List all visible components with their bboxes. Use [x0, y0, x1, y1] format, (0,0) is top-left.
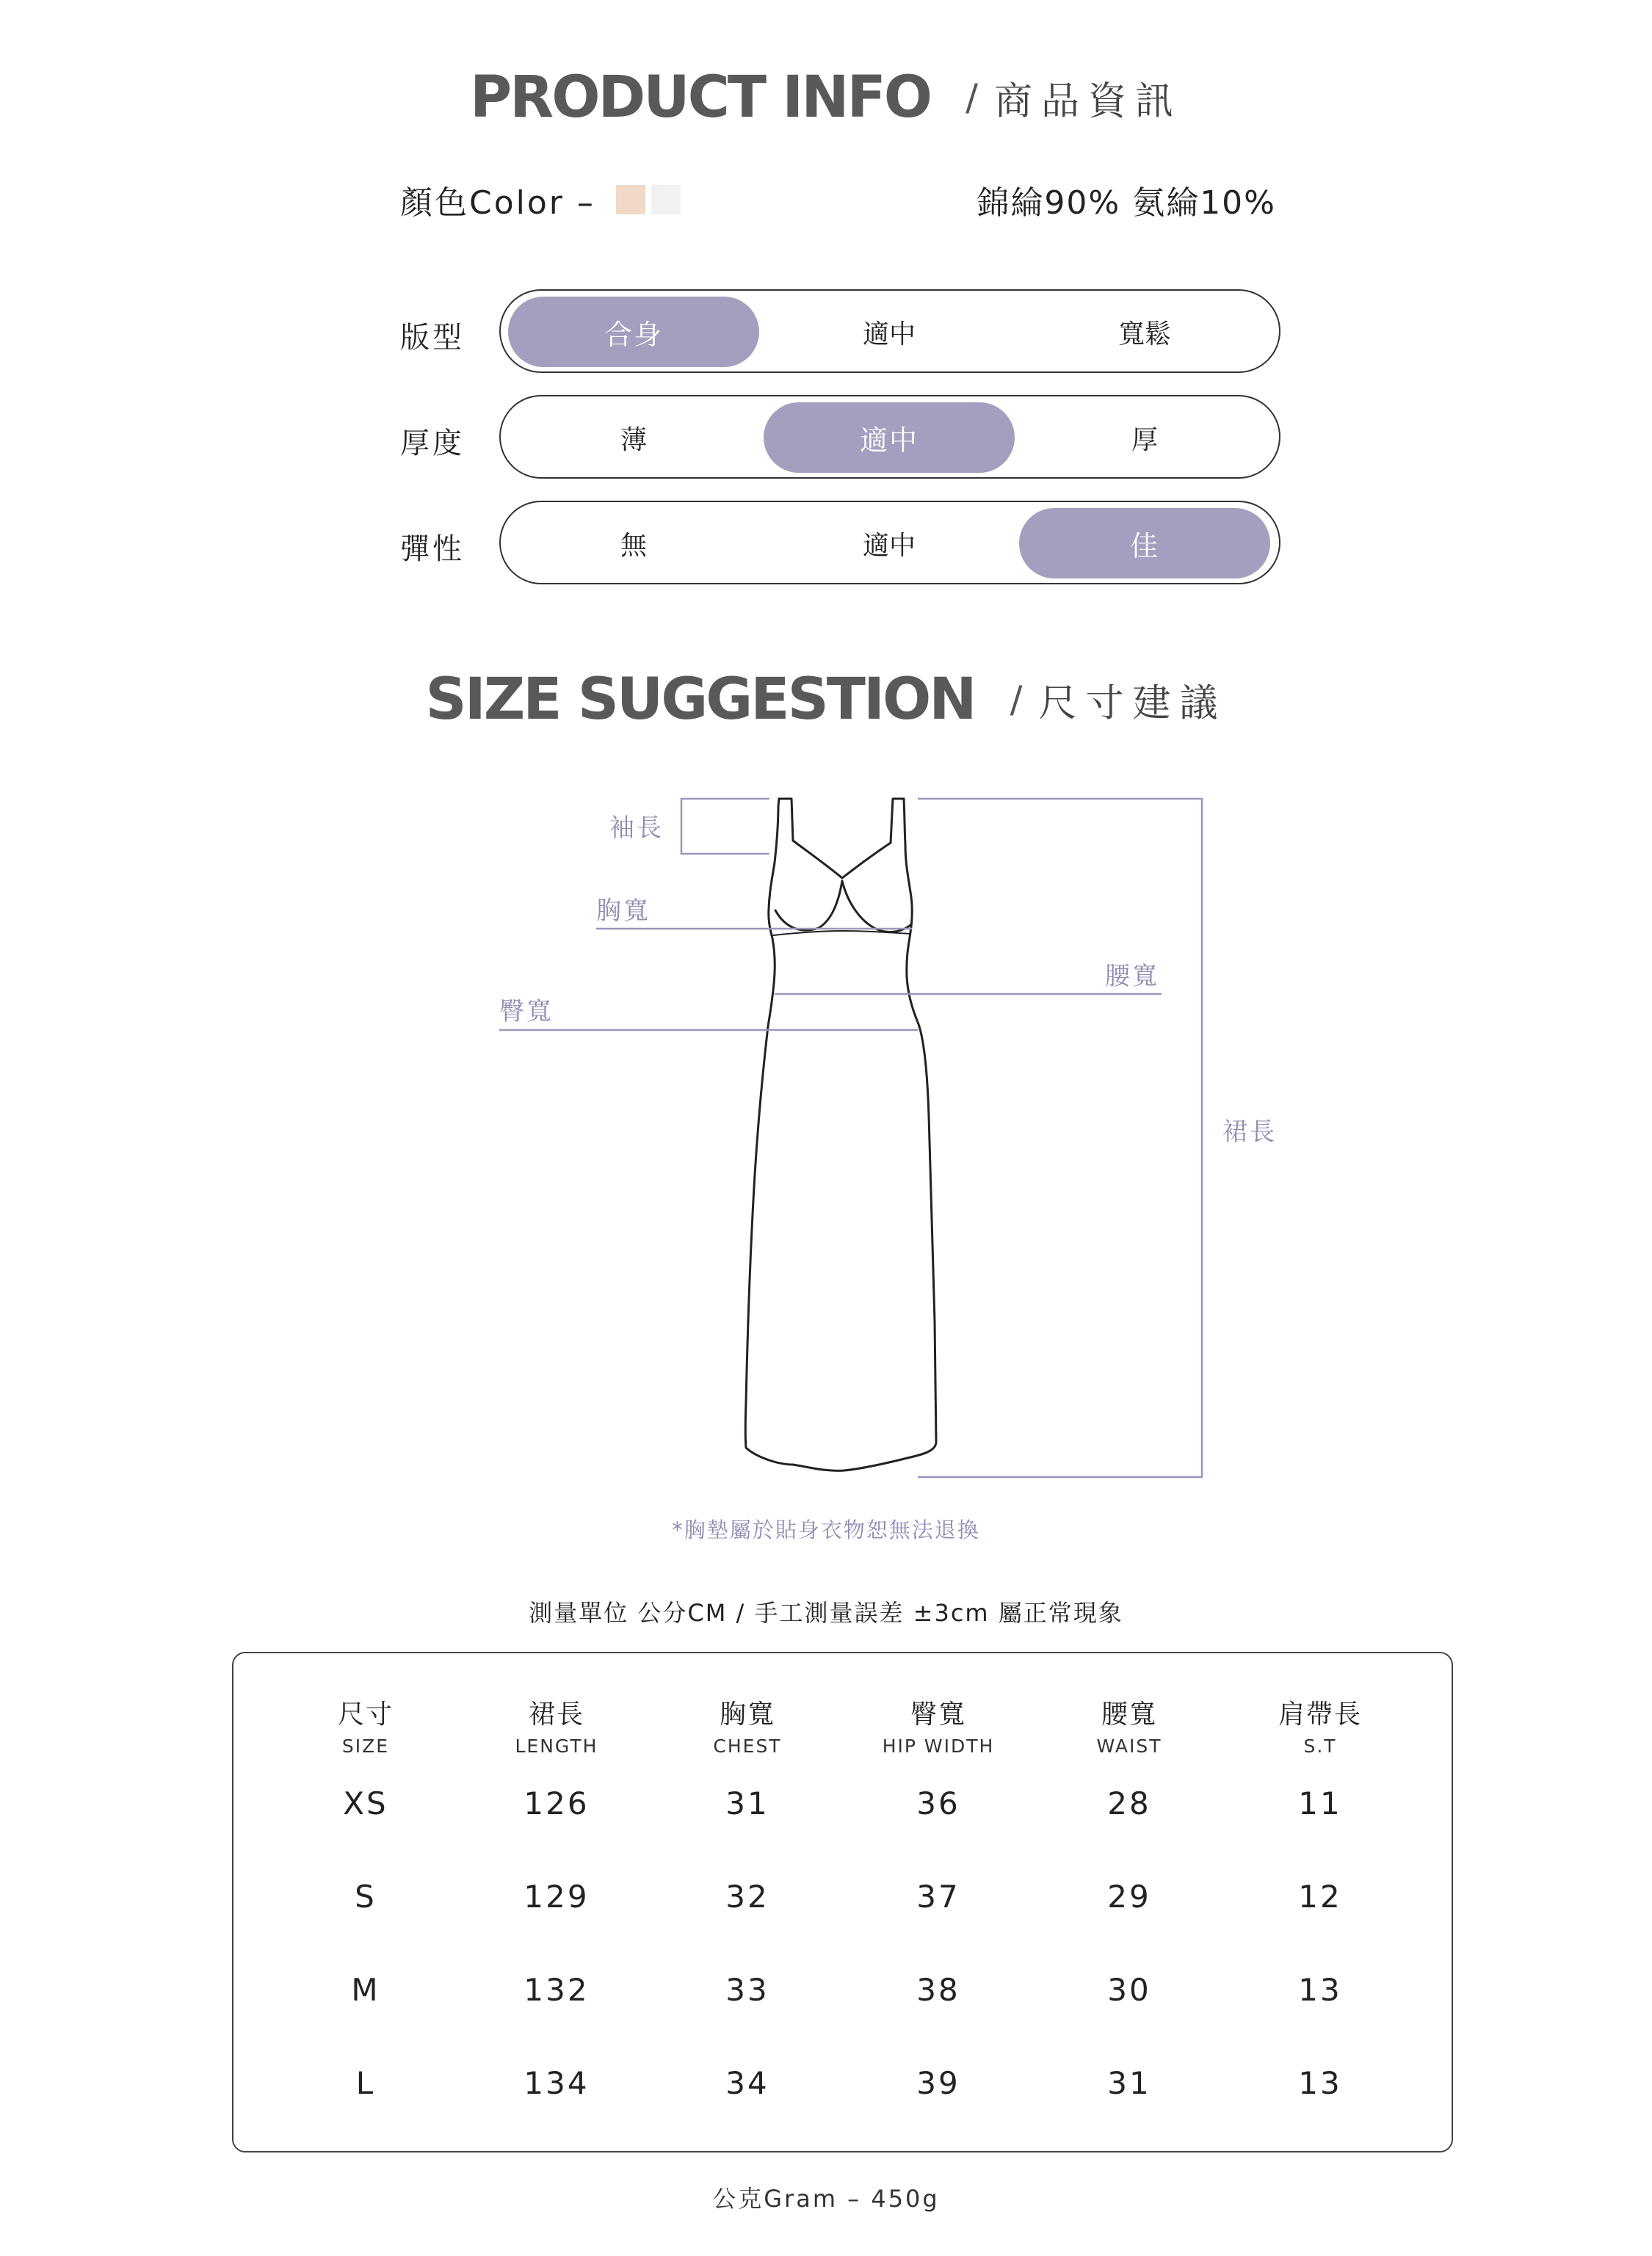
table-cell: 126: [524, 1785, 590, 1821]
table-header: [843, 1694, 1034, 1757]
header-en: SIZE: [341, 1735, 390, 1757]
sleeve-measure-line: [681, 799, 769, 854]
dress-outline: [745, 799, 936, 1470]
table-header: [1034, 1694, 1225, 1757]
sleeve-label: 袖長: [609, 813, 664, 843]
attr-label-thickness: 厚度: [400, 427, 465, 460]
table-cell: 129: [524, 1879, 590, 1915]
header-zh: 胸寬: [719, 1700, 775, 1730]
product-info-title-zh: 商品資訊: [993, 79, 1182, 124]
table-cell: 32: [725, 1879, 769, 1915]
table-header: [1225, 1694, 1416, 1757]
size-suggestion-title-en: SIZE SUGGESTION: [425, 667, 975, 733]
table-cell: 13: [1298, 1972, 1342, 2008]
elasticity-option-medium: 適中: [862, 530, 916, 561]
return-policy-note: *胸墊屬於貼身衣物恕無法退換: [672, 1517, 980, 1542]
table-header: [270, 1694, 461, 1757]
table-cell: M: [351, 1972, 380, 2008]
table-cell: 30: [1107, 1972, 1151, 2008]
size-suggestion-title-zh: 尺寸建議: [1038, 681, 1227, 726]
table-cell: 132: [524, 1972, 590, 2008]
fit-option-loose: 寬鬆: [1117, 319, 1171, 349]
header-zh: 臀寬: [910, 1700, 966, 1730]
header-zh: 肩帶長: [1278, 1700, 1362, 1730]
thickness-option-thick: 厚: [1131, 424, 1158, 455]
attr-label-fit: 版型: [400, 321, 465, 355]
length-label: 裙長: [1222, 1117, 1277, 1147]
header-en: CHEST: [713, 1735, 782, 1757]
elasticity-option-good: 佳: [1019, 508, 1270, 578]
thickness-option-medium: 適中: [764, 402, 1015, 473]
table-cell: 134: [524, 2065, 590, 2101]
hip-label: 臀寬: [499, 997, 554, 1026]
neckline: [793, 841, 891, 878]
table-cell: 37: [916, 1879, 960, 1915]
table-cell: S: [355, 1879, 377, 1915]
header-zh: 裙長: [528, 1700, 584, 1730]
header-en: HIP WIDTH: [882, 1735, 995, 1757]
left-strap: [779, 799, 793, 841]
table-cell: 12: [1298, 1879, 1342, 1915]
header-zh: 腰寬: [1101, 1700, 1157, 1730]
table-cell: XS: [343, 1785, 388, 1821]
weight-text: 公克Gram – 450g: [712, 2185, 940, 2213]
table-cell: 34: [725, 2065, 769, 2101]
header-zh: 尺寸: [337, 1700, 394, 1730]
fit-option-fitted: 合身: [508, 297, 759, 367]
table-header: [461, 1694, 652, 1757]
bust-right: [842, 881, 910, 932]
table-cell: 11: [1298, 1785, 1342, 1821]
bust-left: [775, 881, 842, 930]
heading-slash: /: [966, 76, 978, 119]
table-cell: 38: [916, 1972, 960, 2008]
elasticity-option-none: 無: [620, 530, 647, 561]
header-en: LENGTH: [515, 1735, 598, 1757]
attr-label-elasticity: 彈性: [400, 532, 465, 566]
table-cell: 13: [1298, 2065, 1342, 2101]
fit-option-regular: 適中: [862, 319, 916, 349]
table-cell: 36: [916, 1785, 960, 1821]
heading-slash: /: [1010, 678, 1023, 721]
product-info-title-en: PRODUCT INFO: [470, 65, 931, 131]
length-measure-line: [918, 799, 1202, 1477]
table-cell: 31: [1107, 2065, 1151, 2101]
table-cell: 31: [725, 1785, 769, 1821]
size-table: [232, 1652, 1453, 2152]
table-cell: 33: [725, 1972, 769, 2008]
thickness-option-thin: 薄: [620, 424, 647, 455]
table-cell: L: [355, 2065, 376, 2101]
waist-label: 腰寬: [1105, 962, 1159, 991]
color-label: 顏色Color –: [400, 184, 595, 222]
right-strap: [891, 799, 904, 843]
header-en: WAIST: [1096, 1735, 1162, 1757]
table-cell: 28: [1107, 1785, 1151, 1821]
chest-label: 胸寬: [596, 896, 651, 926]
table-header: [652, 1694, 843, 1757]
material-text: 錦綸90% 氨綸10%: [977, 184, 1276, 222]
header-en: S.T: [1303, 1735, 1337, 1757]
table-cell: 39: [916, 2065, 960, 2101]
measurement-unit-note: 測量單位 公分CM / 手工測量誤差 ±3cm 屬正常現象: [529, 1599, 1123, 1627]
table-cell: 29: [1107, 1879, 1151, 1915]
